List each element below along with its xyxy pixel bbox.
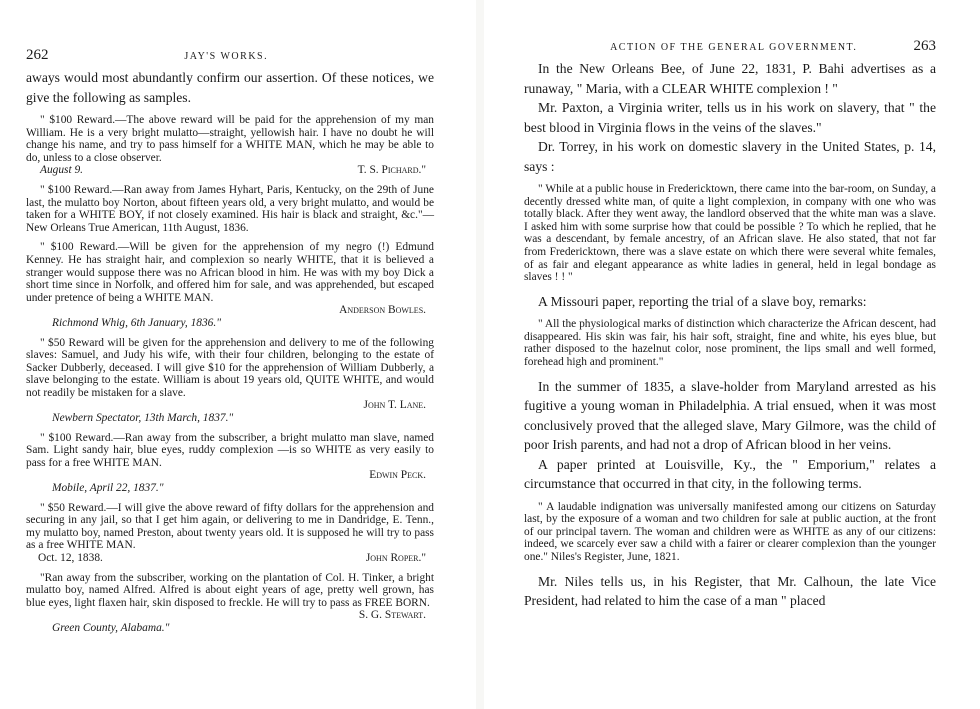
paragraph-new-orleans-bee: In the New Orleans Bee, of June 22, 1831, P. Bahi advertises as a runaway, " Maria, with a CLEAR WHITE complexion ! " (524, 61, 936, 96)
right-running-head: ACTION OF THE GENERAL GOVERNMENT. (610, 42, 858, 53)
advertisement-bowles: " $100 Reward.—Will be given for the apprehension of my negro (!) Edmund Kenney. He has straight hair, and complexion so nearly WHITE, that it is believed a stranger would suppose there was no African blood in him. He was with my boy Dick a short time since in Norfolk, and offered him for sale, and was apprehended, but escaped under pretence of being a WHITE MAN. Anderson Bowles. Richmond Whig, 6th January, 1836." (26, 241, 434, 329)
paragraph-torrey: Dr. Torrey, in his work on domestic slavery in the United States, p. 14, says : (524, 139, 936, 174)
left-page-number: 262 (26, 47, 49, 63)
left-page (0, 0, 470, 709)
ad-source: Richmond Whig, 6th January, 1836." (52, 316, 221, 329)
advertisement-pichard: " $100 Reward.—The above reward will be paid for the apprehension of my man William. He is a very bright mulatto—straight, yellowish hair. I have no doubt he will change his name, and try to pass himself for a WHITE MAN, which he may be able to do, unless to a close observer. August 9. T. S. Pichard." (26, 114, 434, 177)
right-page (490, 0, 980, 709)
paragraph-niles: Mr. Niles tells us, in his Register, that Mr. Calhoun, the late Vice President, had related to him the case of a man " placed (524, 573, 936, 609)
left-intro-paragraph: aways would most abundantly confirm our assertion. Of these notices, we give the following as samples. (26, 70, 434, 105)
ad-signature: Anderson Bowles. (339, 304, 426, 317)
ad-source: Green County, Alabama." (52, 621, 170, 634)
ad-signature: Edwin Peck. (369, 469, 426, 482)
ad-date: August 9. (40, 164, 84, 177)
ad-signature: T. S. Pichard." (357, 164, 426, 177)
ad-signature: John T. Lane. (363, 399, 426, 412)
ad-date: Oct. 12, 1838. (38, 552, 103, 564)
advertisement-lane: " $50 Reward will be given for the apprehension and delivery to me of the following slaves: Samuel, and Judy his wife, with their four children, belonging to the estate of Sacker Dubberly, deceased. I will give $10 for the apprehension of William Dubberly, a slave belonging to the estate. William is about 19 years old, QUITE WHITE, and would not readily be mistaken for a slave. John T. Lane. Newbern Spectator, 13th March, 1837." (26, 336, 434, 425)
paragraph-maryland: In the summer of 1835, a slave-holder from Maryland arrested as his fugitive a young woman in Philadelphia. A trial ensued, when it was most conclusively proved that the alleged slave, Mary Gilmore, was the child of poor Irish parents, and had not a drop of African blood in her veins. (524, 378, 936, 453)
right-page-header (524, 38, 936, 55)
left-page-header (26, 47, 434, 64)
paragraph-paxton: Mr. Paxton, a Virginia writer, tells us in his work on slavery, that " the best blood in Virginia flows in the veins of the slaves." (524, 100, 936, 135)
book-gutter (476, 0, 484, 709)
paragraph-louisville: A paper printed at Louisville, Ky., the " Emporium," relates a circumstance that occurred in that city, in the following terms. (524, 456, 936, 492)
advertisement-peck: " $100 Reward.—Ran away from the subscriber, a bright mulatto man slave, named Sam. Light sandy hair, blue eyes, ruddy complexion —is so WHITE as very easily to pass for a free WHITE MAN. Edwin Peck. Mobile, April 22, 1837." (26, 431, 434, 495)
advertisement-roper: " $50 Reward.—I will give the above reward of fifty dollars for the apprehension and securing in any jail, so that I get him again, or delivering to me in Dandridge, E. Tenn., my mulatto boy, named Preston, about twenty years old. It is supposed he will try to pass as a free WHITE MAN. Oct. 12, 1838. John Roper." (26, 501, 434, 564)
ad-signature: S. G. Stewart. (358, 609, 426, 622)
right-page-number: 263 (913, 38, 936, 54)
paragraph-missouri: A Missouri paper, reporting the trial of a slave boy, remarks: (538, 293, 867, 309)
ad-signature: John Roper." (365, 552, 426, 564)
advertisement-hyhart: " $100 Reward.—Ran away from James Hyhart, Paris, Kentucky, on the 29th of June last, the mulatto boy Norton, about fifteen years old, a very bright mulatto, and would be taken for a WHITE BOY, if not closely examined. His hair is black and straight, &c."—New Orleans True American, 11th August, 1836. (26, 183, 434, 234)
ad-source: Mobile, April 22, 1837." (52, 482, 164, 495)
ad-source: Newbern Spectator, 13th March, 1837." (52, 412, 234, 425)
quote-fredericktown: " While at a public house in Fredericktown, there came into the bar-room, on Sunday, a decently dressed white man, of quite a light complexion, in company with one who was totally black. After they went away, the landlord observed that the white man was a slave. I asked him with some surprise how that could be possible ? To which he replied, that he was a descendant, by female ancestry, of an African slave. He also stated, that not far from Fredericktown, there was a slave estate on which there were several white females, of as fair and elegant appearance as white ladies in general, held in legal bondage as slaves ! ! " (524, 183, 936, 284)
left-running-head: JAY'S WORKS. (184, 51, 269, 62)
advertisement-stewart: "Ran away from the subscriber, working on the plantation of Col. H. Tinker, a bright mulatto boy, named Alfred. Alfred is about eight years of age, pretty well grown, has blue eyes, light flaxen hair, skin disposed to freckle. He will try to pass as FREE BORN. S. G. Stewart. Green County, Alabama." (26, 571, 434, 634)
quote-louisville-auction: " A laudable indignation was universally manifested among our citizens on Saturday last, by the exposure of a woman and two children for sale at public auction, at the front of our principal tavern. The woman and children were as WHITE as any of our citizens: indeed, we scarcely ever saw a child with a fairer or clearer complexion than the younger one." Niles's Register, June, 1821. (524, 500, 936, 563)
quote-missouri-trial: " All the physiological marks of distinction which characterize the African descent, had disappeared. His skin was fair, his hair soft, straight, fine and white, his eyes blue, but rather disposed to the hazelnut color, nose prominent, the lips small and well formed, forehead high and prominent." (524, 318, 936, 369)
